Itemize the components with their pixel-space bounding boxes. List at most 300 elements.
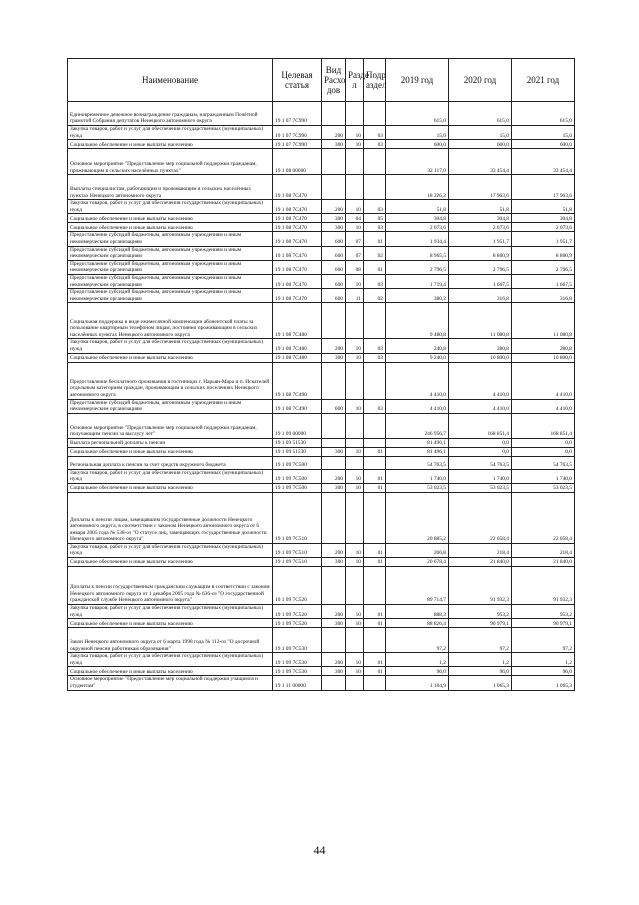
cell-name: Доплаты к пенсии государственным гражданским служащим в соответствии с законом Ненецкого автономного округа от 1 декабря 2005 года № 636-оз "О государственной гражданской службе Ненецкого автономного округа" <box>68 567 273 605</box>
cell-target-article: 19 1 08 7С470 <box>273 246 322 260</box>
cell-year-2021: 21 840,0 <box>512 558 575 567</box>
cell-subsection <box>364 413 386 438</box>
header-target-article: Целевая статья <box>273 59 322 102</box>
cell-expense-type <box>322 102 346 126</box>
cell-expense-type: 600 <box>322 274 346 288</box>
table-row <box>68 653 575 667</box>
cell-section: 11 <box>346 289 364 303</box>
cell-year-2021: 304,8 <box>512 214 575 223</box>
cell-year-2021: 4 410,0 <box>512 399 575 413</box>
cell-year-2020: 15,0 <box>449 126 512 140</box>
cell-year-2021: 10 800,0 <box>512 353 575 362</box>
cell-expense-type <box>322 149 346 175</box>
cell-year-2021: 97,2 <box>512 628 575 653</box>
cell-name: Предоставление субсидий бюджетным, автономным учреждениям и иным некоммерческим организациям <box>68 260 273 274</box>
cell-subsection <box>364 175 386 200</box>
table-row <box>68 447 575 456</box>
cell-year-2019: 81 496,1 <box>386 438 449 447</box>
cell-expense-type: 200 <box>322 200 346 214</box>
cell-expense-type: 300 <box>322 214 346 223</box>
cell-target-article: 19 1 08 7С470 <box>273 289 322 303</box>
table-body <box>68 102 575 691</box>
cell-year-2020: 91 932,3 <box>449 567 512 605</box>
cell-subsection: 03 <box>364 223 386 232</box>
cell-year-2021: 96,0 <box>512 667 575 676</box>
table-row <box>68 438 575 447</box>
cell-year-2021: 22 058,4 <box>512 492 575 543</box>
cell-name: Закупка товаров, работ и услуг для обеспечения государственных (муниципальных) нужд <box>68 605 273 619</box>
cell-target-article: 19 1 08 7С470 <box>273 232 322 246</box>
cell-section: 10 <box>346 399 364 413</box>
cell-expense-type: 600 <box>322 260 346 274</box>
cell-section <box>346 492 364 543</box>
cell-subsection: 03 <box>364 339 386 353</box>
cell-name: Предоставление субсидий бюджетным, автономным учреждениям и иным некоммерческим организациям <box>68 274 273 288</box>
cell-subsection: 01 <box>364 619 386 628</box>
cell-year-2020: 1 065,3 <box>449 676 512 690</box>
cell-year-2019: 20 885,2 <box>386 492 449 543</box>
cell-section: 10 <box>346 558 364 567</box>
table-row <box>68 246 575 260</box>
cell-year-2019: 2 073,6 <box>386 223 449 232</box>
cell-section <box>346 676 364 690</box>
cell-year-2021: 316,8 <box>512 289 575 303</box>
table-header-row <box>68 59 575 102</box>
table-row <box>68 543 575 557</box>
header-year-2021: 2021 год <box>512 59 575 102</box>
cell-expense-type <box>322 175 346 200</box>
cell-section <box>346 438 364 447</box>
cell-target-article: 19 1 08 7С480 <box>273 353 322 362</box>
cell-year-2020: 316,8 <box>449 289 512 303</box>
cell-year-2020: 8 800,9 <box>449 246 512 260</box>
cell-section: 07 <box>346 246 364 260</box>
cell-expense-type: 300 <box>322 353 346 362</box>
cell-subsection: 03 <box>364 126 386 140</box>
table-row <box>68 289 575 303</box>
cell-subsection <box>364 492 386 543</box>
cell-section <box>346 567 364 605</box>
cell-name: Основное мероприятие "Предоставление мер социальной поддержки гражданам, проживающим в сельских населённых пунктах" <box>68 149 273 175</box>
cell-year-2019: 600,0 <box>386 140 449 149</box>
cell-year-2020: 1 951,7 <box>449 232 512 246</box>
cell-name: Предоставление субсидий бюджетным, автономным учреждениям и иным некоммерческим организациям <box>68 246 273 260</box>
cell-expense-type: 200 <box>322 605 346 619</box>
cell-section: 10 <box>346 605 364 619</box>
cell-expense-type: 300 <box>322 483 346 492</box>
cell-subsection: 01 <box>364 653 386 667</box>
cell-year-2020: 54 763,5 <box>449 456 512 469</box>
table-row <box>68 399 575 413</box>
cell-section <box>346 456 364 469</box>
cell-year-2020: 4 410,0 <box>449 399 512 413</box>
cell-subsection <box>364 149 386 175</box>
cell-target-article: 19 1 11 00000 <box>273 676 322 690</box>
cell-name: Предоставление бесплатного проживания в гостиницах г. Нарьян-Мара и п. Искателей отдельным категориям граждан, проживающим в сельских поселениях Ненецкого автономного округа <box>68 362 273 399</box>
cell-year-2021: 1 667,5 <box>512 274 575 288</box>
table-row <box>68 456 575 469</box>
cell-year-2021: 90 979,1 <box>512 619 575 628</box>
cell-name: Основное мероприятие "Предоставление мер социальной поддержки учащимся и студентам" <box>68 676 273 690</box>
cell-target-article: 19 1 09 7С530 <box>273 653 322 667</box>
cell-year-2021: 218,4 <box>512 543 575 557</box>
cell-year-2019: 97,2 <box>386 628 449 653</box>
cell-section: 10 <box>346 274 364 288</box>
cell-expense-type: 600 <box>322 289 346 303</box>
cell-subsection: 01 <box>364 605 386 619</box>
cell-name: Доплаты к пенсии лицам, замещавшим государственные должности Ненецкого автономного округа, в соответствии с законом Ненецкого автономного округа от 6 января 2005 года № 538-оз "О статусе лиц, замещающих государственные должности Ненецкого автономного округа" <box>68 492 273 543</box>
cell-year-2019: 615,0 <box>386 102 449 126</box>
cell-target-article: 19 1 08 7С490 <box>273 362 322 399</box>
cell-section: 04 <box>346 214 364 223</box>
cell-subsection: 01 <box>364 667 386 676</box>
cell-target-article: 19 1 09 7С520 <box>273 605 322 619</box>
cell-year-2019: 2 796,5 <box>386 260 449 274</box>
cell-target-article: 19 1 09 7С530 <box>273 667 322 676</box>
header-expense-type: Вид Расхо дов <box>322 59 346 102</box>
cell-year-2020: 0,0 <box>449 447 512 456</box>
cell-year-2020: 304,8 <box>449 214 512 223</box>
cell-year-2021: 51,8 <box>512 200 575 214</box>
cell-section: 08 <box>346 260 364 274</box>
cell-expense-type: 600 <box>322 232 346 246</box>
cell-subsection <box>364 456 386 469</box>
cell-target-article: 19 1 08 7С490 <box>273 399 322 413</box>
budget-sheet <box>67 58 574 691</box>
table-row <box>68 483 575 492</box>
cell-name: Социальное обеспечение и иные выплаты населению <box>68 667 273 676</box>
cell-year-2019: 18 226,2 <box>386 175 449 200</box>
cell-year-2020: 1 667,5 <box>449 274 512 288</box>
cell-year-2019: 1,2 <box>386 653 449 667</box>
cell-section: 10 <box>346 667 364 676</box>
cell-target-article: 19 1 08 7С470 <box>273 274 322 288</box>
cell-year-2020: 17 963,6 <box>449 175 512 200</box>
cell-target-article: 19 1 09 7С520 <box>273 567 322 605</box>
cell-target-article: 19 1 07 7С990 <box>273 102 322 126</box>
cell-year-2019: 1 104,9 <box>386 676 449 690</box>
cell-subsection <box>364 303 386 339</box>
page-number: 44 <box>313 843 326 857</box>
cell-name: Социальное обеспечение и иные выплаты населению <box>68 558 273 567</box>
cell-name: Закупка товаров, работ и услуг для обеспечения государственных (муниципальных) нужд <box>68 339 273 353</box>
cell-subsection <box>364 676 386 690</box>
cell-subsection: 03 <box>364 399 386 413</box>
cell-year-2021: 1 065,3 <box>512 676 575 690</box>
cell-subsection: 01 <box>364 483 386 492</box>
cell-name: Единовременное денежное вознаграждение гражданам, награжденным Почётной грамотой Собрания депутатов Ненецкого автономного округа <box>68 102 273 126</box>
cell-name: Социальное обеспечение и иные выплаты населению <box>68 223 273 232</box>
cell-year-2020: 1 740,0 <box>449 469 512 483</box>
cell-year-2021: 0,0 <box>512 438 575 447</box>
cell-target-article: 19 1 09 7С510 <box>273 558 322 567</box>
cell-target-article: 19 1 08 7С480 <box>273 303 322 339</box>
cell-year-2021: 168 851,4 <box>512 413 575 438</box>
cell-year-2020: 21 840,0 <box>449 558 512 567</box>
cell-subsection: 01 <box>364 260 386 274</box>
table-row <box>68 558 575 567</box>
cell-year-2019: 89 714,7 <box>386 567 449 605</box>
cell-year-2020: 51,8 <box>449 200 512 214</box>
cell-year-2019: 53 023,5 <box>386 483 449 492</box>
cell-section <box>346 303 364 339</box>
cell-target-article: 19 1 08 7С470 <box>273 214 322 223</box>
cell-section: 10 <box>346 469 364 483</box>
cell-year-2021: 11 080,8 <box>512 303 575 339</box>
cell-year-2019: 1 934,4 <box>386 232 449 246</box>
cell-name: Выплаты специалистам, работающим и проживающим в сельских населённых пунктах Ненецкого автономного округа <box>68 175 273 200</box>
cell-section: 10 <box>346 339 364 353</box>
table-row <box>68 413 575 438</box>
cell-section: 10 <box>346 447 364 456</box>
cell-year-2019: 9 480,8 <box>386 303 449 339</box>
cell-section <box>346 149 364 175</box>
cell-year-2019: 304,8 <box>386 214 449 223</box>
table-row <box>68 200 575 214</box>
cell-target-article: 19 1 09 7С500 <box>273 483 322 492</box>
cell-year-2020: 22 058,4 <box>449 492 512 543</box>
cell-name: Закупка товаров, работ и услуг для обеспечения государственных (муниципальных) нужд <box>68 469 273 483</box>
cell-expense-type <box>322 676 346 690</box>
header-name: Наименование <box>68 59 273 102</box>
cell-year-2019: 4 410,0 <box>386 399 449 413</box>
cell-year-2019: 246 956,7 <box>386 413 449 438</box>
cell-year-2021: 15,0 <box>512 126 575 140</box>
table-row <box>68 667 575 676</box>
table-row <box>68 102 575 126</box>
cell-section: 10 <box>346 483 364 492</box>
header-subsection: Подр аздел <box>364 59 386 102</box>
cell-expense-type: 600 <box>322 399 346 413</box>
cell-name: Закон Ненецкого автономного округа от 6 марта 1998 года № 113-оз "О досрочной окружной пенсии работникам образования" <box>68 628 273 653</box>
cell-subsection <box>364 102 386 126</box>
cell-year-2020: 600,0 <box>449 140 512 149</box>
cell-name: Предоставление субсидий бюджетным, автономным учреждениям и иным некоммерческим организациям <box>68 399 273 413</box>
cell-name: Социальная поддержка в виде ежемесячной компенсации абонентской платы за пользование квартирным телефоном лицам, постоянно проживающим в сельских населённых пунктах Ненецкого автономного округа <box>68 303 273 339</box>
cell-subsection: 02 <box>364 289 386 303</box>
cell-year-2019: 4 410,0 <box>386 362 449 399</box>
cell-year-2019: 54 763,5 <box>386 456 449 469</box>
cell-year-2019: 206,8 <box>386 543 449 557</box>
cell-target-article: 19 1 09 00000 <box>273 413 322 438</box>
table-row <box>68 175 575 200</box>
cell-year-2019: 20 678,4 <box>386 558 449 567</box>
cell-subsection <box>364 628 386 653</box>
table-row <box>68 362 575 399</box>
cell-target-article: 19 1 08 7С480 <box>273 339 322 353</box>
cell-target-article: 19 1 09 7С510 <box>273 492 322 543</box>
cell-target-article: 19 1 08 7С470 <box>273 175 322 200</box>
cell-year-2019: 96,0 <box>386 667 449 676</box>
cell-name: Предоставление субсидий бюджетным, автономным учреждениям и иным некоммерческим организациям <box>68 232 273 246</box>
table-row <box>68 274 575 288</box>
cell-expense-type <box>322 492 346 543</box>
cell-name: Закупка товаров, работ и услуг для обеспечения государственных (муниципальных) нужд <box>68 653 273 667</box>
cell-year-2020: 2 073,6 <box>449 223 512 232</box>
cell-expense-type: 300 <box>322 447 346 456</box>
cell-year-2020: 168 851,4 <box>449 413 512 438</box>
header-year-2020: 2020 год <box>449 59 512 102</box>
cell-subsection: 05 <box>364 214 386 223</box>
cell-expense-type <box>322 456 346 469</box>
cell-section: 10 <box>346 200 364 214</box>
cell-target-article: 19 1 09 51530 <box>273 447 322 456</box>
cell-subsection: 01 <box>364 469 386 483</box>
cell-name: Социальное обеспечение и иные выплаты населению <box>68 140 273 149</box>
cell-year-2020: 615,0 <box>449 102 512 126</box>
cell-section: 07 <box>346 232 364 246</box>
table-row <box>68 605 575 619</box>
cell-expense-type: 200 <box>322 653 346 667</box>
cell-target-article: 19 1 09 7С530 <box>273 628 322 653</box>
cell-expense-type: 200 <box>322 126 346 140</box>
cell-section: 10 <box>346 619 364 628</box>
cell-year-2020: 2 796,5 <box>449 260 512 274</box>
cell-subsection: 03 <box>364 274 386 288</box>
cell-name: Социальное обеспечение и иные выплаты населению <box>68 214 273 223</box>
cell-target-article: 19 1 07 7С990 <box>273 140 322 149</box>
cell-target-article: 19 1 09 51530 <box>273 438 322 447</box>
cell-expense-type: 300 <box>322 619 346 628</box>
cell-year-2019: 9 240,0 <box>386 353 449 362</box>
cell-expense-type: 200 <box>322 339 346 353</box>
cell-section <box>346 102 364 126</box>
cell-expense-type: 200 <box>322 543 346 557</box>
cell-subsection: 03 <box>364 200 386 214</box>
cell-year-2019: 8 965,5 <box>386 246 449 260</box>
cell-year-2020: 90 979,1 <box>449 619 512 628</box>
cell-year-2019: 240,8 <box>386 339 449 353</box>
cell-year-2021: 53 023,5 <box>512 483 575 492</box>
cell-year-2020: 953,2 <box>449 605 512 619</box>
cell-year-2020: 10 800,0 <box>449 353 512 362</box>
cell-name: Региональная доплата к пенсии за счет средств окружного бюджета <box>68 456 273 469</box>
table-row <box>68 214 575 223</box>
table-row <box>68 126 575 140</box>
cell-section: 10 <box>346 653 364 667</box>
cell-expense-type <box>322 438 346 447</box>
table-row <box>68 353 575 362</box>
cell-year-2021: 2 796,5 <box>512 260 575 274</box>
cell-section: 10 <box>346 543 364 557</box>
cell-expense-type: 300 <box>322 140 346 149</box>
cell-year-2021: 280,8 <box>512 339 575 353</box>
cell-expense-type: 600 <box>322 246 346 260</box>
cell-year-2021: 600,0 <box>512 140 575 149</box>
cell-name: Выплата региональной доплаты к пенсии <box>68 438 273 447</box>
header-year-2019: 2019 год <box>386 59 449 102</box>
cell-year-2019: 88 826,4 <box>386 619 449 628</box>
cell-subsection: 01 <box>364 232 386 246</box>
cell-target-article: 19 1 09 7С500 <box>273 456 322 469</box>
cell-year-2020: 11 080,8 <box>449 303 512 339</box>
cell-year-2021: 1,2 <box>512 653 575 667</box>
cell-target-article: 19 1 08 7С470 <box>273 260 322 274</box>
cell-expense-type <box>322 413 346 438</box>
cell-year-2021: 17 963,6 <box>512 175 575 200</box>
table-row <box>68 232 575 246</box>
cell-subsection <box>364 438 386 447</box>
cell-name: Основное мероприятие "Предоставление мер социальной поддержки гражданам, получающим пенсии за выслугу лет" <box>68 413 273 438</box>
cell-target-article: 19 1 07 7С990 <box>273 126 322 140</box>
cell-name: Закупка товаров, работ и услуг для обеспечения государственных (муниципальных) нужд <box>68 126 273 140</box>
cell-subsection <box>364 567 386 605</box>
cell-target-article: 19 1 09 7С510 <box>273 543 322 557</box>
cell-subsection <box>364 362 386 399</box>
cell-name: Предоставление субсидий бюджетным, автономным учреждениям и иным некоммерческим организациям <box>68 289 273 303</box>
table-row <box>68 469 575 483</box>
cell-target-article: 19 1 08 7С470 <box>273 223 322 232</box>
table-row <box>68 223 575 232</box>
cell-target-article: 19 1 08 00000 <box>273 149 322 175</box>
cell-name: Социальное обеспечение и иные выплаты населению <box>68 353 273 362</box>
table-row <box>68 149 575 175</box>
cell-year-2021: 2 073,6 <box>512 223 575 232</box>
cell-subsection: 01 <box>364 543 386 557</box>
cell-section: 10 <box>346 140 364 149</box>
cell-year-2021: 953,2 <box>512 605 575 619</box>
cell-year-2019: 888,3 <box>386 605 449 619</box>
cell-year-2021: 615,0 <box>512 102 575 126</box>
cell-expense-type: 300 <box>322 667 346 676</box>
cell-expense-type <box>322 362 346 399</box>
cell-year-2020: 218,4 <box>449 543 512 557</box>
cell-year-2021: 8 800,9 <box>512 246 575 260</box>
cell-section <box>346 175 364 200</box>
cell-name: Социальное обеспечение и иные выплаты населению <box>68 447 273 456</box>
header-section: Разде л <box>346 59 364 102</box>
table-row <box>68 567 575 605</box>
table-row <box>68 676 575 690</box>
cell-subsection: 01 <box>364 447 386 456</box>
cell-section: 10 <box>346 223 364 232</box>
cell-year-2019: 1 719,4 <box>386 274 449 288</box>
cell-section <box>346 362 364 399</box>
cell-expense-type: 300 <box>322 223 346 232</box>
cell-name: Закупка товаров, работ и услуг для обеспечения государственных (муниципальных) нужд <box>68 543 273 557</box>
cell-target-article: 19 1 08 7С470 <box>273 200 322 214</box>
cell-expense-type <box>322 628 346 653</box>
cell-year-2019: 1 740,0 <box>386 469 449 483</box>
cell-target-article: 19 1 09 7С500 <box>273 469 322 483</box>
cell-year-2019: 380,2 <box>386 289 449 303</box>
cell-year-2021: 0,0 <box>512 447 575 456</box>
cell-year-2021: 54 763,5 <box>512 456 575 469</box>
cell-subsection: 03 <box>364 140 386 149</box>
cell-year-2019: 15,0 <box>386 126 449 140</box>
budget-table <box>67 58 575 691</box>
cell-year-2021: 1 740,0 <box>512 469 575 483</box>
cell-subsection: 03 <box>364 353 386 362</box>
table-row <box>68 339 575 353</box>
cell-expense-type <box>322 567 346 605</box>
cell-year-2020: 33 454,4 <box>449 149 512 175</box>
cell-year-2020: 0,0 <box>449 438 512 447</box>
table-row <box>68 140 575 149</box>
cell-year-2020: 4 410,0 <box>449 362 512 399</box>
cell-name: Социальное обеспечение и иные выплаты населению <box>68 483 273 492</box>
cell-year-2019: 51,8 <box>386 200 449 214</box>
cell-year-2021: 91 932,3 <box>512 567 575 605</box>
table-row <box>68 303 575 339</box>
cell-year-2021: 33 454,4 <box>512 149 575 175</box>
cell-section <box>346 628 364 653</box>
cell-expense-type <box>322 303 346 339</box>
cell-expense-type: 300 <box>322 558 346 567</box>
cell-subsection: 02 <box>364 246 386 260</box>
cell-year-2020: 280,8 <box>449 339 512 353</box>
cell-name: Социальное обеспечение и иные выплаты населению <box>68 619 273 628</box>
